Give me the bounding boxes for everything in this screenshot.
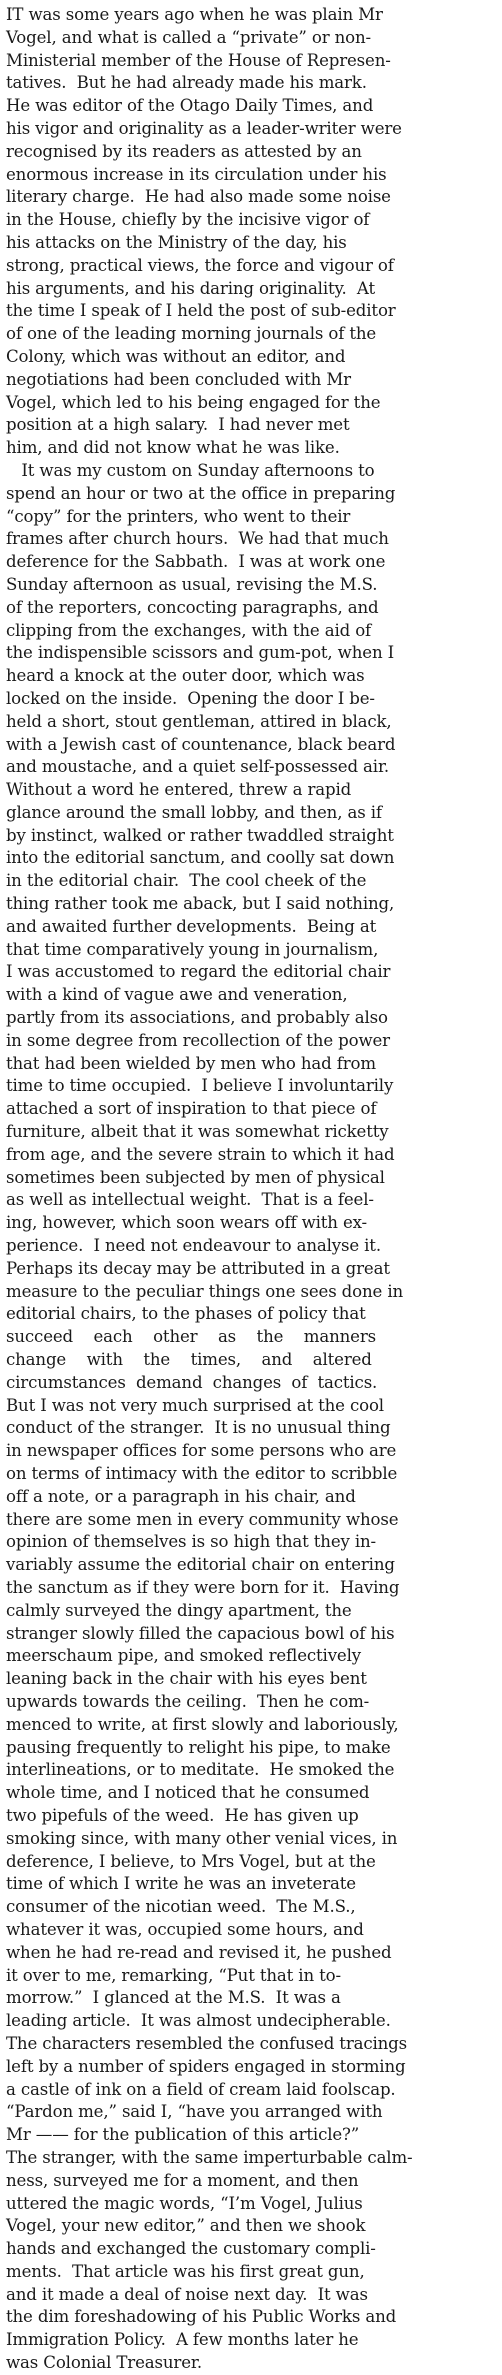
article-line: position at a high salary. I had never met	[6, 415, 350, 435]
article-line: smoking since, with many other venial vices, in	[6, 1828, 398, 1848]
article-line: “copy” for the printers, who went to their	[6, 506, 351, 526]
article-line: frames after church hours. We had that much	[6, 529, 389, 549]
article-line: left by a number of spiders engaged in storming	[6, 2056, 406, 2076]
article-line: whatever it was, occupied some hours, and	[6, 1919, 364, 1939]
article-line: consumer of the nicotian weed. The M.S.,	[6, 1897, 356, 1917]
article-line: Without a word he entered, threw a rapid	[6, 780, 352, 800]
article-line: “Pardon me,” said I, “have you arranged with	[6, 2102, 383, 2122]
article-line: by instinct, walked or rather twaddled straight	[6, 825, 394, 845]
article-line: in the House, chiefly by the incisive vigor of	[6, 210, 370, 230]
article-line: leaning back in the chair with his eyes bent	[6, 1669, 367, 1689]
article-line: time of which I write he was an inveterate	[6, 1874, 356, 1894]
article-line: glance around the small lobby, and then, as if	[6, 802, 382, 822]
article-line: there are some men in every community whose	[6, 1509, 399, 1529]
article-line: menced to write, at first slowly and laboriously,	[6, 1714, 399, 1734]
article-line: off a note, or a paragraph in his chair, and	[6, 1486, 356, 1506]
article-line: time to time occupied. I believe I involuntarily	[6, 1076, 394, 1096]
article-line: leading article. It was almost undecipherable.	[6, 2011, 391, 2031]
article-line: Ministerial member of the House of Represen-	[6, 50, 391, 70]
article-line: IT was some years ago when he was plain Mr	[6, 5, 383, 24]
article-line: partly from its associations, and probably also	[6, 1008, 388, 1028]
article-line: heard a knock at the outer door, which was	[6, 666, 365, 686]
article-line: spend an hour or two at the office in preparing	[6, 483, 396, 503]
article-line: when he had re-read and revised it, he pushed	[6, 1942, 392, 1962]
article-line: whole time, and I noticed that he consumed	[6, 1783, 370, 1803]
article-line: that had been wielded by men who had from	[6, 1053, 376, 1073]
article-line: strong, practical views, the force and vigour of	[6, 255, 394, 275]
article-line: But I was not very much surprised at the cool	[6, 1395, 384, 1415]
article-line: upwards towards the ceiling. Then he com-	[6, 1691, 370, 1711]
article-line: his attacks on the Ministry of the day, his	[6, 232, 347, 252]
article-line: in some degree from recollection of the power	[6, 1030, 390, 1050]
article-line: literary charge. He had also made some noise	[6, 187, 391, 207]
article-line: Sunday afternoon as usual, revising the M.S.	[6, 574, 378, 594]
article-line: interlineations, or to meditate. He smoked the	[6, 1760, 395, 1780]
article-line: meerschaum pipe, and smoked reflectively	[6, 1646, 361, 1666]
article-line: negotiations had been concluded with Mr	[6, 369, 351, 389]
article-line: He was editor of the Otago Daily Times, and	[6, 96, 374, 116]
article-line: I was accustomed to regard the editorial chair	[6, 962, 391, 982]
article-line: hands and exchanged the customary compli-	[6, 2239, 376, 2259]
article-line: furniture, albeit that it was somewhat ricketty	[6, 1122, 389, 1142]
article-line: tatives. But he had already made his mark.	[6, 73, 367, 93]
article-line: him, and did not know what he was like.	[6, 438, 340, 458]
article-line: in the editorial chair. The cool cheek of the	[6, 871, 367, 891]
article-line: his vigor and originality as a leader-writer were	[6, 118, 402, 138]
article-line: clipping from the exchanges, with the aid of	[6, 620, 372, 640]
article-line: It was my custom on Sunday afternoons to	[6, 460, 375, 480]
article-line: sometimes been subjected by men of physical	[6, 1167, 385, 1187]
article-line: Vogel, your new editor,” and then we shook	[6, 2216, 366, 2236]
article-line: and moustache, and a quiet self-possessed air.	[6, 757, 390, 777]
article-line: measure to the peculiar things one sees done in	[6, 1281, 404, 1301]
article-line: held a short, stout gentleman, attired in black,	[6, 711, 392, 731]
article-line: opinion of themselves is so high that they in-	[6, 1532, 376, 1552]
article-line: on terms of intimacy with the editor to scribble	[6, 1464, 398, 1483]
article-line: it over to me, remarking, “Put that in to-	[6, 1965, 341, 1985]
article-line: calmly surveyed the dingy apartment, the	[6, 1600, 352, 1620]
article-line: ments. That article was his first great gun,	[6, 2261, 365, 2281]
article-line: recognised by its readers as attested by an	[6, 141, 362, 161]
article-line: Vogel, and what is called a “private” or non-	[6, 27, 372, 47]
article-line: circumstances demand changes of tactics.	[6, 1372, 378, 1392]
article-line: conduct of the stranger. It is no unusual thing	[6, 1418, 391, 1438]
article-line: Mr —— for the publication of this article?”	[6, 2125, 360, 2145]
article-line: deference, I believe, to Mrs Vogel, but at the	[6, 1851, 376, 1871]
article-line: from age, and the severe strain to which it had	[6, 1144, 395, 1164]
article-line: into the editorial sanctum, and coolly sat down	[6, 848, 395, 868]
article-line: editorial chairs, to the phases of policy that	[6, 1304, 366, 1324]
article-line: succeed each other as the manners	[6, 1327, 376, 1347]
article-line: of one of the leading morning journals of the	[6, 324, 377, 344]
article-line: attached a sort of inspiration to that piece of	[6, 1099, 377, 1119]
article-line: with a Jewish cast of countenance, black beard	[6, 734, 396, 754]
article-line: the dim foreshadowing of his Public Works and	[6, 2307, 397, 2327]
article-line: Perhaps its decay may be attributed in a great	[6, 1258, 390, 1278]
article-column	[6, 4, 482, 2375]
article-line: and awaited further developments. Being at	[6, 916, 377, 936]
article-line: ness, surveyed me for a moment, and then	[6, 2170, 359, 2190]
article-line: was Colonial Treasurer.	[6, 2353, 202, 2373]
article-line: as well as intellectual weight. That is a feel-	[6, 1190, 374, 1210]
article-line: enormous increase in its circulation under his	[6, 164, 387, 184]
article-line: change with the times, and altered	[6, 1350, 372, 1370]
article-line: a castle of ink on a field of cream laid foolscap.	[6, 2079, 396, 2099]
article-line: locked on the inside. Opening the door I be-	[6, 688, 375, 708]
article-line: stranger slowly filled the capacious bowl of his	[6, 1623, 395, 1643]
article-line: variably assume the editorial chair on entering	[6, 1555, 395, 1575]
article-line: the indispensible scissors and gum-pot, when I	[6, 643, 395, 663]
article-line: perience. I need not endeavour to analyse it.	[6, 1236, 381, 1256]
article-line: and it made a deal of noise next day. It was	[6, 2284, 368, 2304]
article-line: deference for the Sabbath. I was at work one	[6, 552, 386, 572]
article-line: his arguments, and his daring originality. At	[6, 278, 375, 298]
article-line: the time I speak of I held the post of sub-editor	[6, 301, 396, 321]
article-line: The stranger, with the same imperturbable calm-	[6, 2147, 413, 2167]
article-line: uttered the magic words, “I’m Vogel, Julius	[6, 2193, 363, 2213]
article-line: two pipefuls of the weed. He has given up	[6, 1805, 359, 1825]
article-line: with a kind of vague awe and veneration,	[6, 985, 348, 1005]
article-line: ing, however, which soon wears off with ex-	[6, 1213, 368, 1233]
article-line: thing rather took me aback, but I said nothing,	[6, 894, 395, 914]
article-line: Vogel, which led to his being engaged for the	[6, 392, 381, 412]
article-line: morrow.” I glanced at the M.S. It was a	[6, 1988, 341, 2008]
article-line: The characters resembled the confused tracings	[6, 2033, 408, 2053]
article-line: of the reporters, concocting paragraphs, and	[6, 597, 379, 617]
article-line: Colony, which was without an editor, and	[6, 346, 346, 366]
article-line: that time comparatively young in journalism,	[6, 939, 379, 959]
article-line: Immigration Policy. A few months later he	[6, 2330, 359, 2350]
article-line: in newspaper offices for some persons who are	[6, 1441, 397, 1461]
article-line: the sanctum as if they were born for it. Having	[6, 1577, 400, 1597]
article-line: pausing frequently to relight his pipe, to make	[6, 1737, 391, 1757]
